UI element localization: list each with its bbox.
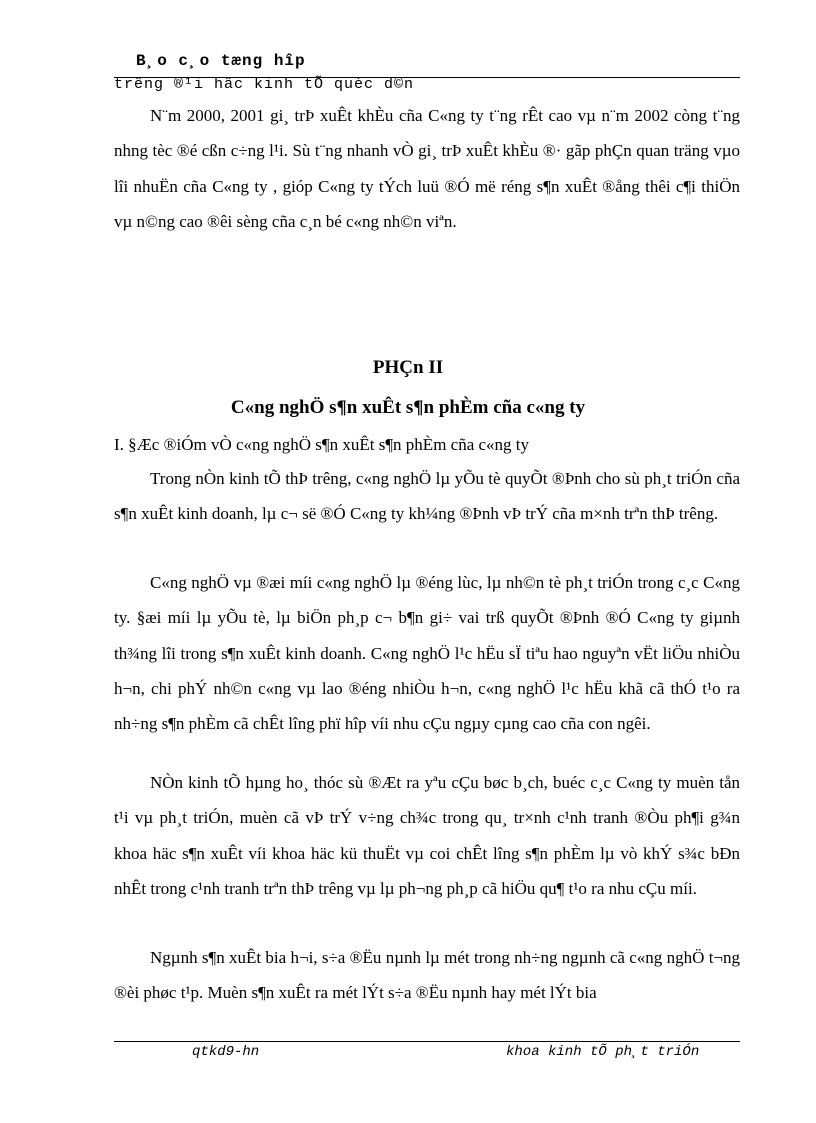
section-label: PHÇn II xyxy=(372,357,444,378)
footer-left: qtkd9-hn xyxy=(192,1044,260,1060)
intro-paragraph: N¨m 2000, 2001 gi¸ trÞ xuÊt khÈu cña C«ng ty t¨ng rÊt cao vµ n¨m 2002 còng t¨ng nhng tèc ®é cßn c÷ng l¹i. Sù t¨ng nhanh vÒ gi¸ trÞ xuÊt khÈu ®· gãp phÇn quan träng vµo lîi nhuËn cña C«ng ty , gióp C«ng ty tÝch luü ®Ó më réng s¶n xuÊt ®ång thêi c¶i thiÖn vµ n©ng cao ®êi sèng cña c¸n bé c«ng nh©n viªn. xyxy=(114,106,740,231)
body-paragraph-3: NÒn kinh tÕ hµng ho¸ thóc sù ®Æt ra yªu cÇu bøc b¸ch, buéc c¸c C«ng ty muèn tån t¹i vµ ph¸t triÓn, muèn cã vÞ trÝ v÷ng ch¾c trong qu¸ tr×nh c¹nh tranh ®Òu ph¶i g¾n khoa häc s¶n xuÊt víi khoa häc kü thuËt vµ coi chÊt lîng s¶n phÈm lµ vò khÝ s¾c bÐn nhÊt trong c¹nh tranh trªn thÞ trêng vµ lµ ph¬ng ph¸p cã hiÖu qu¶ t¹o ra nhu cÇu míi. xyxy=(114,773,740,898)
footer-divider xyxy=(114,1041,740,1042)
header-title: B¸o c¸o tæng hîp xyxy=(136,52,306,70)
subheading: I. §Æc ®iÓm vÒ c«ng nghÖ s¶n xuÊt s¶n phÈm cña c«ng ty xyxy=(114,435,530,454)
body-paragraph-4: Ngµnh s¶n xuÊt bia h¬i, s÷a ®Ëu nµnh lµ mét trong nh÷ng ngµnh cã c«ng nghÖ t¬ng ®èi phøc t¹p. Muèn s¶n xuÊt ra mét lÝt s÷a ®Ëu nµnh hay mét lÝt bia xyxy=(114,948,740,1003)
body-paragraph-2: C«ng nghÖ vµ ®æi míi c«ng nghÖ lµ ®éng lùc, lµ nh©n tè ph¸t triÓn trong c¸c C«ng ty. §æi míi lµ yÕu tè, lµ biÖn ph¸p c¬ b¶n gi÷ vai trß quyÕt ®Þnh ®Ó C«ng ty giµnh th¾ng lîi trong s¶n xuÊt kinh doanh. C«ng nghÖ l¹c hËu sÏ tiªu hao nguyªn vËt liÖu nhiÒu h¬n, chi phÝ nh©n c«ng vµ lao ®éng nhiÒu h¬n, c«ng nghÖ l¹c hËu khã cã thÓ t¹o ra nh÷ng s¶n phÈm cã chÊt lîng phï hîp víi nhu cÇu ngµy cµng cao cña con ngêi. xyxy=(114,573,740,734)
header-divider xyxy=(114,77,740,78)
footer-right: khoa kinh tÕ ph¸t triÓn xyxy=(506,1044,700,1060)
header-subtitle: trêng ®¹i häc kinh tÕ quèc d©n xyxy=(114,76,415,93)
section-title: C«ng nghÖ s¶n xuÊt s¶n phÈm cña c«ng ty xyxy=(230,397,586,418)
body-paragraph-1: Trong nÒn kinh tÕ thÞ trêng, c«ng nghÖ lµ yÕu tè quyÕt ®Þnh cho sù ph¸t triÓn cña s¶n xuÊt kinh doanh, lµ c¬ së ®Ó C«ng ty kh¼ng ®Þnh vÞ trÝ cña m×nh trªn thÞ trêng. xyxy=(114,469,740,524)
